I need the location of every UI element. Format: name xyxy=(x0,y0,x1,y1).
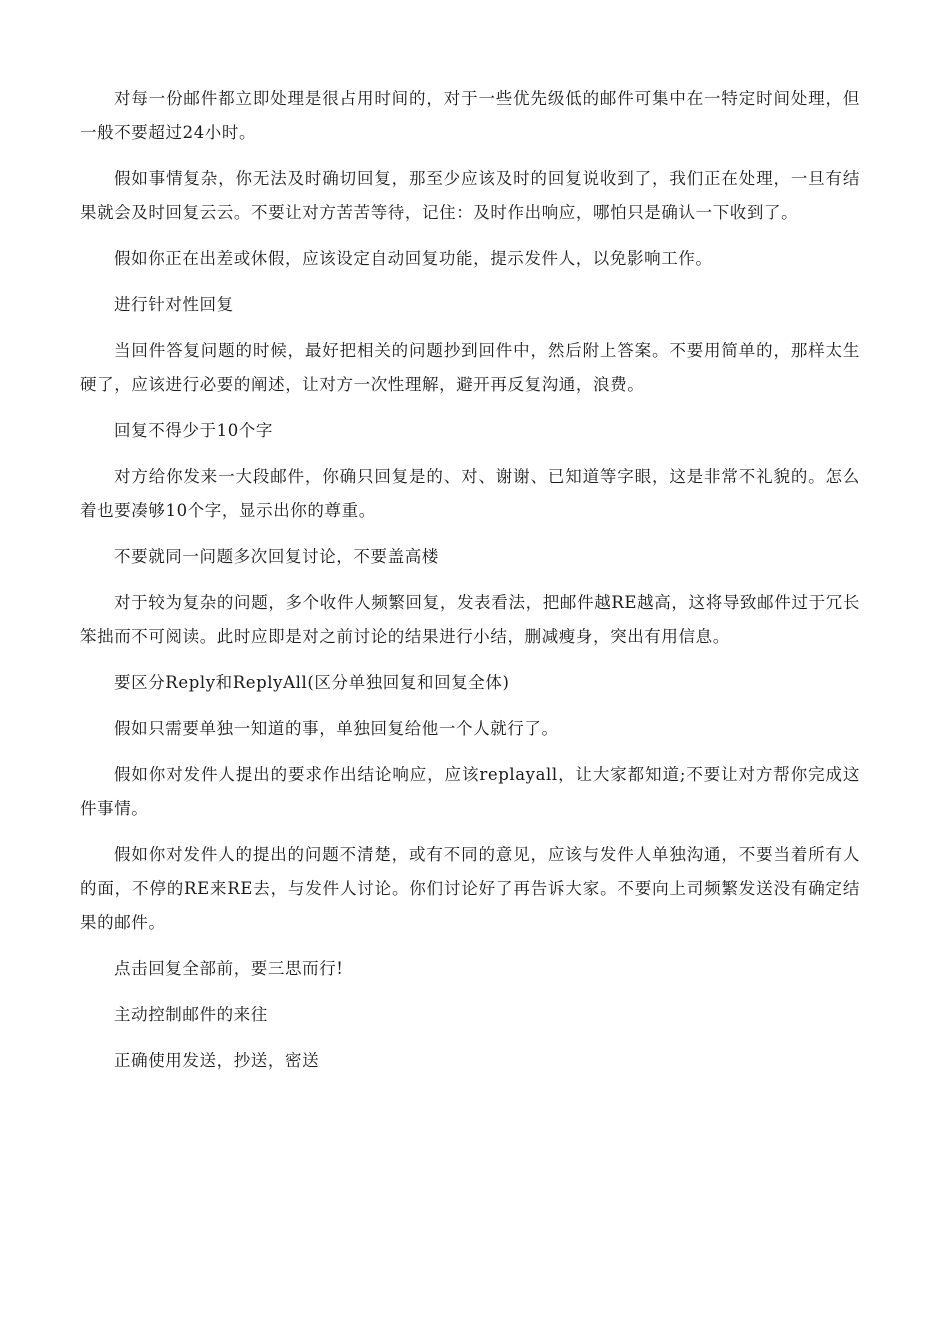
section-heading: 主动控制邮件的来往 xyxy=(114,1005,268,1024)
paragraph: 假如你对发件人的提出的问题不清楚，或有不同的意见，应该与发件人单独沟通，不要当着所有人的面，不停的RE来RE去，与发件人讨论。你们讨论好了再告诉大家。不要向上司频繁发送没有确定结果的邮件。 xyxy=(80,845,860,932)
paragraph: 假如只需要单独一知道的事，单独回复给他一个人就行了。 xyxy=(114,719,559,738)
paragraph: 假如你正在出差或休假，应该设定自动回复功能，提示发件人，以免影响工作。 xyxy=(114,249,713,268)
paragraph: 正确使用发送，抄送，密送 xyxy=(114,1051,320,1070)
paragraph: 假如事情复杂，你无法及时确切回复，那至少应该及时的回复说收到了，我们正在处理，一旦有结果就会及时回复云云。不要让对方苦苦等待，记住：及时作出响应，哪怕只是确认一下收到了。 xyxy=(80,169,860,222)
paragraph: 对于较为复杂的问题，多个收件人频繁回复，发表看法，把邮件越RE越高，这将导致邮件过于冗长笨拙而不可阅读。此时应即是对之前讨论的结果进行小结，删减瘦身，突出有用信息。 xyxy=(80,593,860,646)
section-heading: 回复不得少于10个字 xyxy=(114,421,273,440)
section-heading: 要区分Reply和ReplyAll(区分单独回复和回复全体) xyxy=(114,673,510,692)
paragraph: 当回件答复问题的时候，最好把相关的问题抄到回件中，然后附上答案。不要用简单的，那样太生硬了，应该进行必要的阐述，让对方一次性理解，避开再反复沟通，浪费。 xyxy=(80,341,860,394)
paragraph: 假如你对发件人提出的要求作出结论响应，应该replayall，让大家都知道;不要让对方帮你完成这件事情。 xyxy=(80,765,860,818)
section-heading: 进行针对性回复 xyxy=(114,295,234,314)
section-heading: 不要就同一问题多次回复讨论，不要盖高楼 xyxy=(114,547,439,566)
paragraph: 对每一份邮件都立即处理是很占用时间的，对于一些优先级低的邮件可集中在一特定时间处理，但一般不要超过24小时。 xyxy=(80,89,860,142)
paragraph: 点击回复全部前，要三思而行! xyxy=(114,959,344,978)
paragraph: 对方给你发来一大段邮件，你确只回复是的、对、谢谢、已知道等字眼，这是非常不礼貌的。怎么着也要凑够10个字，显示出你的尊重。 xyxy=(80,467,860,520)
